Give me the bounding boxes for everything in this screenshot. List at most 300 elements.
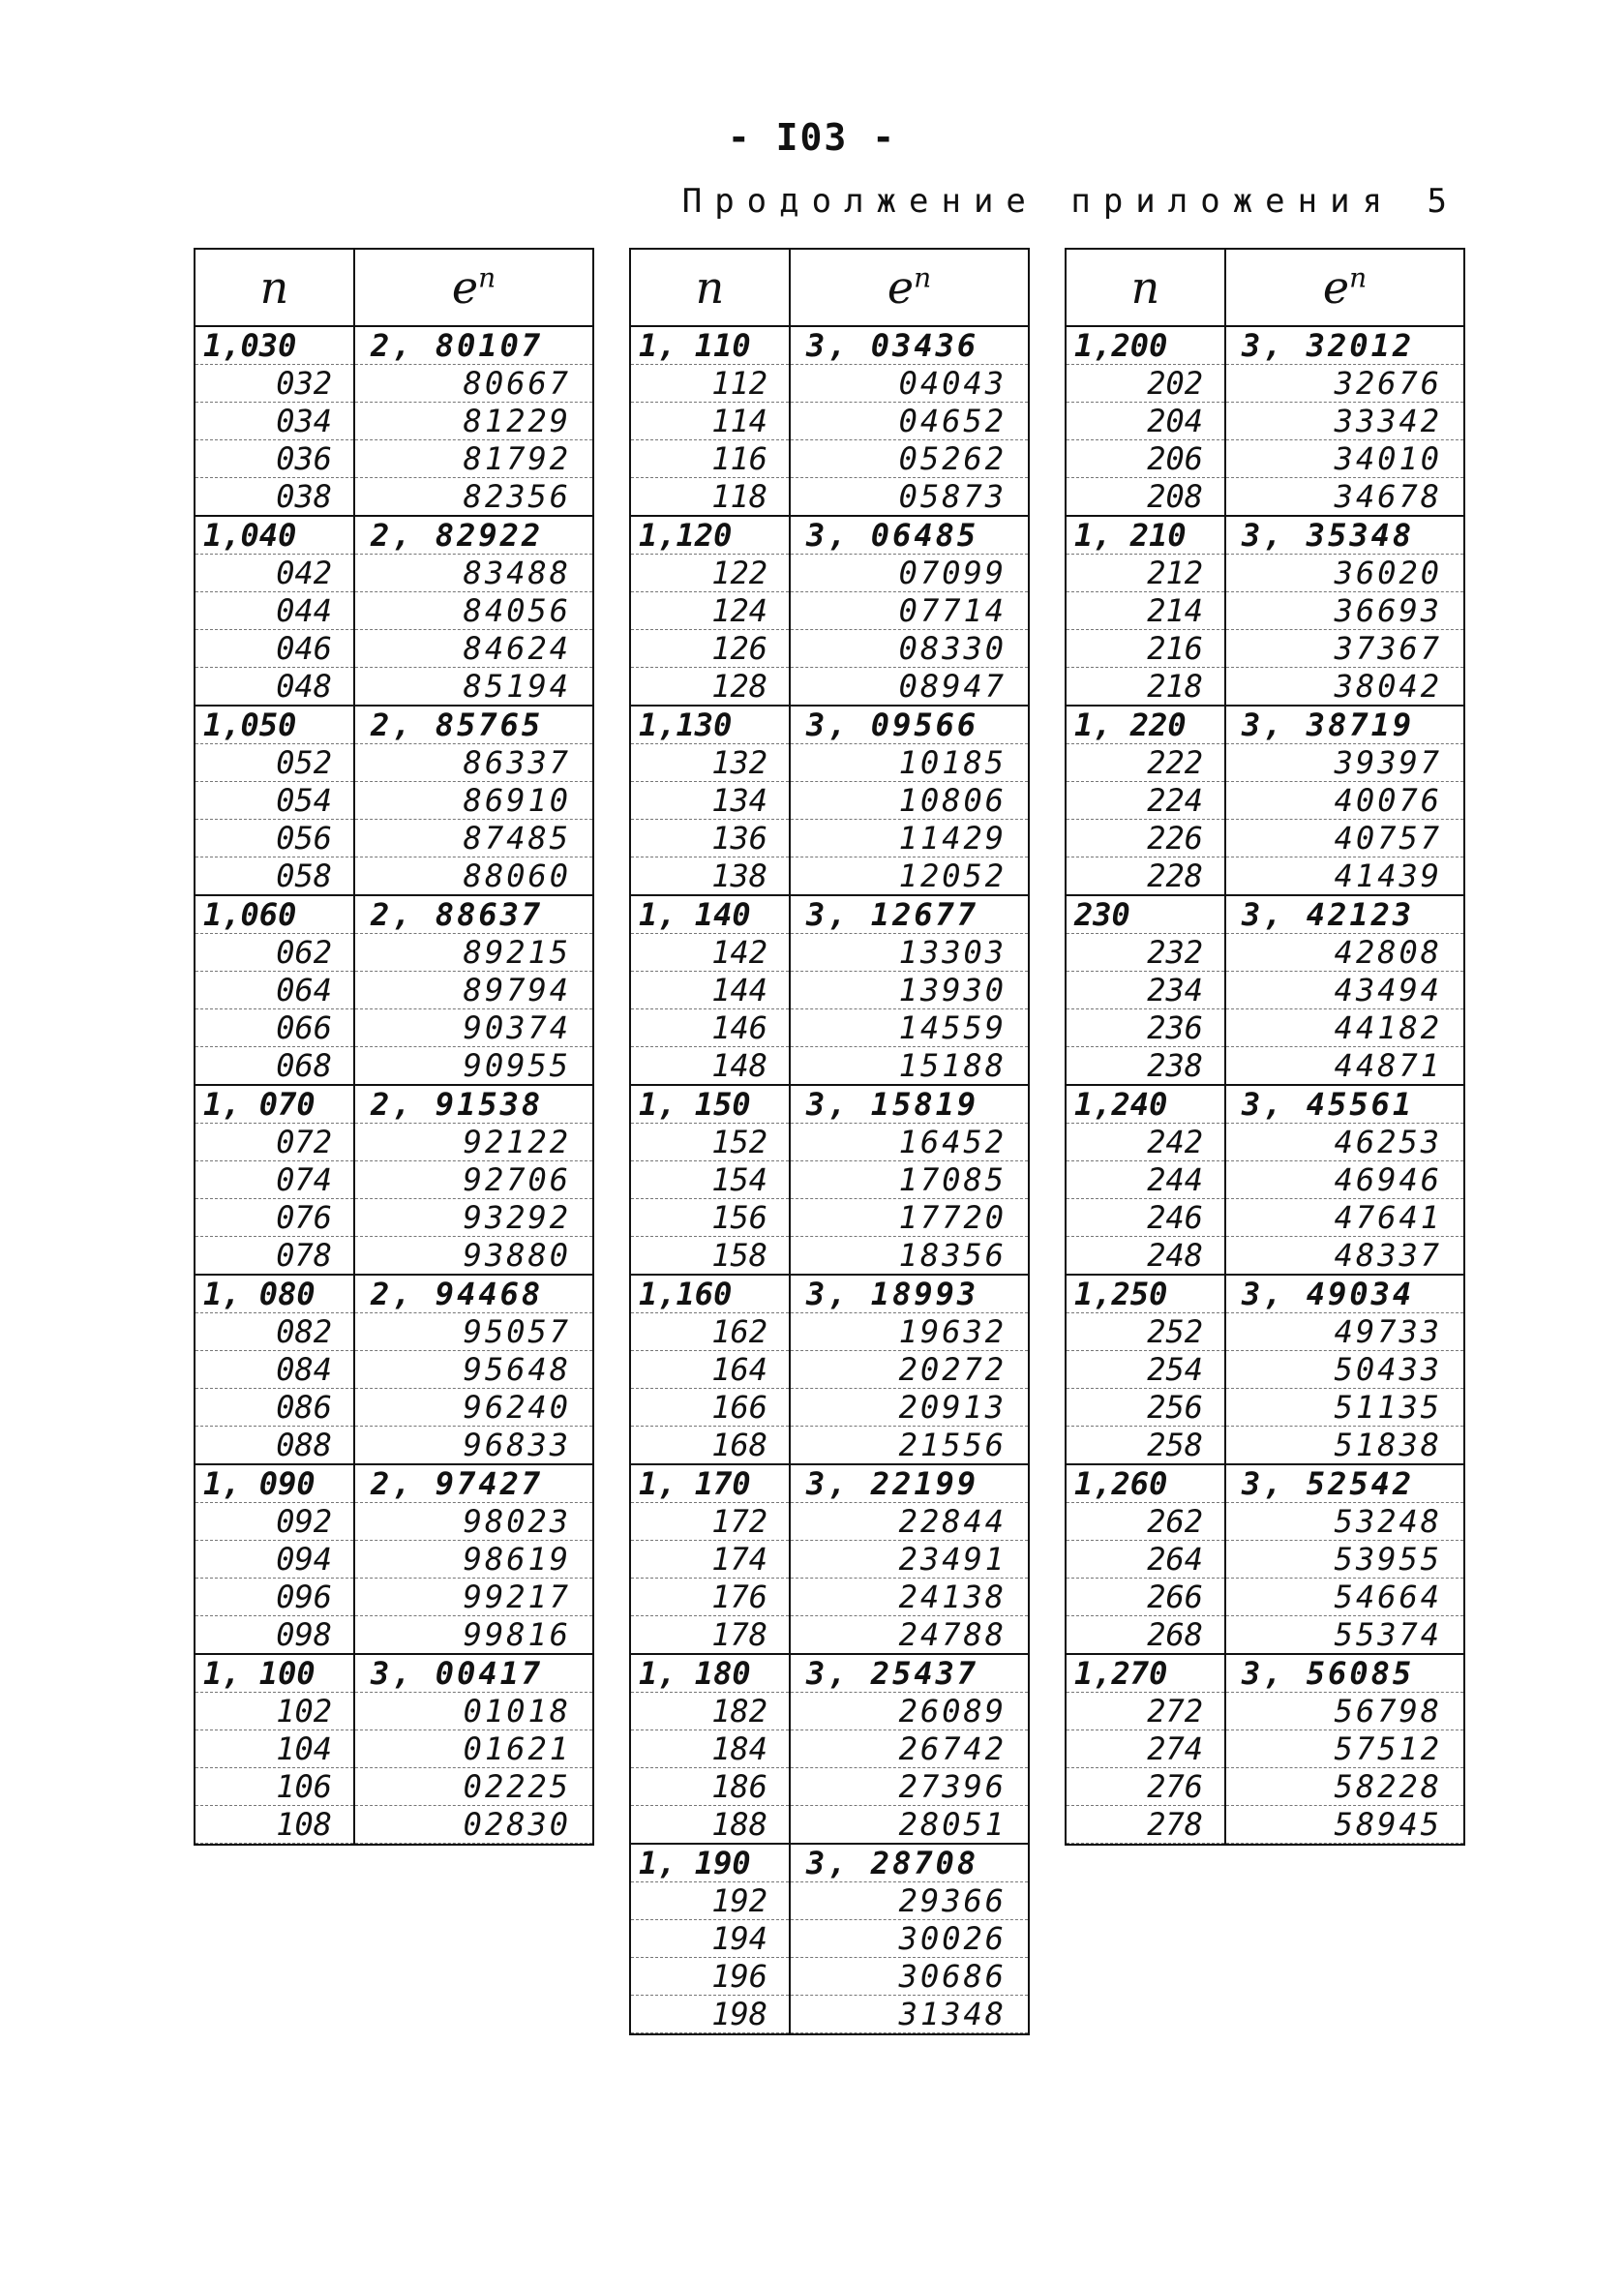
cell-e-power-n: 05262	[790, 440, 1028, 478]
cell-n: 276	[1067, 1768, 1225, 1806]
cell-n: 058	[195, 857, 354, 896]
cell-n: 178	[631, 1616, 790, 1655]
table-row	[631, 1389, 1028, 1427]
table-row	[1067, 592, 1463, 630]
cell-n: 132	[631, 744, 790, 782]
table-row	[631, 1085, 1028, 1124]
table-row	[195, 326, 592, 365]
cell-n: 1, 180	[631, 1654, 790, 1693]
cell-e-power-n: 92122	[354, 1124, 592, 1161]
cell-e-power-n: 12052	[790, 857, 1028, 896]
table-row	[195, 592, 592, 630]
table-row	[631, 1616, 1028, 1655]
cell-e-power-n: 36693	[1225, 592, 1463, 630]
cell-n: 196	[631, 1958, 790, 1996]
cell-n: 176	[631, 1579, 790, 1616]
cell-e-power-n: 20913	[790, 1389, 1028, 1427]
cell-e-power-n: 28051	[790, 1806, 1028, 1845]
cell-e-power-n: 17085	[790, 1161, 1028, 1199]
cell-e-power-n: 02830	[354, 1806, 592, 1844]
header-n: n	[195, 250, 354, 326]
cell-n: 036	[195, 440, 354, 478]
cell-n: 1, 140	[631, 895, 790, 934]
cell-n: 138	[631, 857, 790, 896]
table-row	[195, 1085, 592, 1124]
table-row	[631, 1693, 1028, 1730]
cell-n: 126	[631, 630, 790, 668]
table-row	[195, 1275, 592, 1313]
cell-e-power-n: 3, 35348	[1225, 516, 1463, 555]
cell-e-power-n: 14559	[790, 1009, 1028, 1047]
table-row	[1067, 516, 1463, 555]
cell-e-power-n: 98619	[354, 1541, 592, 1579]
table-row	[195, 820, 592, 857]
cell-n: 172	[631, 1503, 790, 1541]
cell-e-power-n: 3, 28708	[790, 1844, 1028, 1882]
cell-n: 274	[1067, 1730, 1225, 1768]
cell-e-power-n: 30026	[790, 1920, 1028, 1958]
cell-n: 078	[195, 1237, 354, 1276]
cell-n: 198	[631, 1996, 790, 2033]
cell-e-power-n: 54664	[1225, 1579, 1463, 1616]
table-row	[631, 326, 1028, 365]
cell-e-power-n: 16452	[790, 1124, 1028, 1161]
cell-n: 188	[631, 1806, 790, 1845]
cell-e-power-n: 46253	[1225, 1124, 1463, 1161]
header-e-power-n	[354, 250, 592, 326]
values-table	[1067, 250, 1463, 1844]
cell-e-power-n: 24788	[790, 1616, 1028, 1655]
cell-n: 162	[631, 1313, 790, 1351]
cell-n: 202	[1067, 365, 1225, 403]
cell-n: 144	[631, 972, 790, 1009]
table-row	[631, 857, 1028, 896]
cell-e-power-n: 81792	[354, 440, 592, 478]
table-row	[631, 1124, 1028, 1161]
cell-n: 184	[631, 1730, 790, 1768]
table-row	[631, 1047, 1028, 1086]
cell-e-power-n: 47641	[1225, 1199, 1463, 1237]
table-row	[195, 630, 592, 668]
cell-n: 1,130	[631, 706, 790, 744]
table-row	[1067, 1351, 1463, 1389]
cell-n: 116	[631, 440, 790, 478]
table-row	[195, 1464, 592, 1503]
table-row	[1067, 1199, 1463, 1237]
table-row	[631, 972, 1028, 1009]
cell-n: 236	[1067, 1009, 1225, 1047]
cell-e-power-n: 3, 18993	[790, 1275, 1028, 1313]
cell-n: 1,030	[195, 326, 354, 365]
cell-e-power-n: 95057	[354, 1313, 592, 1351]
cell-e-power-n: 42808	[1225, 934, 1463, 972]
cell-e-power-n: 81229	[354, 403, 592, 440]
cell-n: 088	[195, 1427, 354, 1465]
table-row	[1067, 630, 1463, 668]
cell-n: 052	[195, 744, 354, 782]
cell-e-power-n: 44871	[1225, 1047, 1463, 1086]
cell-n: 226	[1067, 820, 1225, 857]
header-e-base: e	[887, 261, 915, 314]
cell-n: 208	[1067, 478, 1225, 517]
cell-n: 042	[195, 555, 354, 592]
cell-e-power-n: 2, 97427	[354, 1464, 592, 1503]
table-row	[195, 1503, 592, 1541]
cell-e-power-n: 99816	[354, 1616, 592, 1655]
table-row	[195, 1389, 592, 1427]
table-row	[195, 1351, 592, 1389]
table-row	[195, 1693, 592, 1730]
table-row	[631, 668, 1028, 707]
table-row	[195, 972, 592, 1009]
values-table	[631, 250, 1028, 2033]
cell-e-power-n: 2, 80107	[354, 326, 592, 365]
cell-n: 034	[195, 403, 354, 440]
table-row	[631, 1654, 1028, 1693]
table-row	[1067, 440, 1463, 478]
cell-n: 256	[1067, 1389, 1225, 1427]
cell-e-power-n: 43494	[1225, 972, 1463, 1009]
cell-n: 194	[631, 1920, 790, 1958]
cell-n: 048	[195, 668, 354, 707]
cell-e-power-n: 11429	[790, 820, 1028, 857]
cell-n: 064	[195, 972, 354, 1009]
cell-e-power-n: 30686	[790, 1958, 1028, 1996]
cell-e-power-n: 04652	[790, 403, 1028, 440]
cell-e-power-n: 3, 42123	[1225, 895, 1463, 934]
cell-e-power-n: 89794	[354, 972, 592, 1009]
table-row	[631, 1730, 1028, 1768]
table-row	[631, 1541, 1028, 1579]
table-row	[1067, 1654, 1463, 1693]
table-row	[631, 1313, 1028, 1351]
table-row	[631, 365, 1028, 403]
table-row	[1067, 403, 1463, 440]
cell-e-power-n: 49733	[1225, 1313, 1463, 1351]
cell-e-power-n: 89215	[354, 934, 592, 972]
cell-e-power-n: 87485	[354, 820, 592, 857]
cell-n: 094	[195, 1541, 354, 1579]
cell-n: 128	[631, 668, 790, 707]
cell-e-power-n: 17720	[790, 1199, 1028, 1237]
cell-e-power-n: 98023	[354, 1503, 592, 1541]
table-row	[195, 555, 592, 592]
cell-e-power-n: 93880	[354, 1237, 592, 1276]
cell-n: 152	[631, 1124, 790, 1161]
table-row	[1067, 1503, 1463, 1541]
cell-n: 066	[195, 1009, 354, 1047]
header-e-exponent: n	[1349, 261, 1368, 294]
cell-n: 174	[631, 1541, 790, 1579]
cell-e-power-n: 2, 85765	[354, 706, 592, 744]
table-row	[1067, 1730, 1463, 1768]
table-row	[1067, 934, 1463, 972]
cell-n: 124	[631, 592, 790, 630]
cell-e-power-n: 22844	[790, 1503, 1028, 1541]
table-row	[1067, 1275, 1463, 1313]
cell-e-power-n: 3, 00417	[354, 1654, 592, 1693]
cell-e-power-n: 05873	[790, 478, 1028, 517]
cell-n: 1,250	[1067, 1275, 1225, 1313]
cell-e-power-n: 13303	[790, 934, 1028, 972]
cell-n: 154	[631, 1161, 790, 1199]
cell-n: 222	[1067, 744, 1225, 782]
table-row	[1067, 326, 1463, 365]
table-row	[631, 1579, 1028, 1616]
table-row	[631, 706, 1028, 744]
table-row	[1067, 820, 1463, 857]
cell-e-power-n: 33342	[1225, 403, 1463, 440]
cell-n: 072	[195, 1124, 354, 1161]
cell-e-power-n: 84056	[354, 592, 592, 630]
cell-n: 224	[1067, 782, 1225, 820]
cell-e-power-n: 21556	[790, 1427, 1028, 1465]
table-row	[1067, 555, 1463, 592]
cell-n: 1, 150	[631, 1085, 790, 1124]
table-row	[1067, 1693, 1463, 1730]
table-row	[1067, 1237, 1463, 1276]
cell-e-power-n: 24138	[790, 1579, 1028, 1616]
cell-e-power-n: 40757	[1225, 820, 1463, 857]
table-row	[195, 744, 592, 782]
cell-n: 264	[1067, 1541, 1225, 1579]
table-row	[195, 1806, 592, 1844]
cell-n: 062	[195, 934, 354, 972]
cell-e-power-n: 95648	[354, 1351, 592, 1389]
table-row	[631, 934, 1028, 972]
cell-e-power-n: 3, 03436	[790, 326, 1028, 365]
cell-e-power-n: 3, 06485	[790, 516, 1028, 555]
cell-e-power-n: 38042	[1225, 668, 1463, 707]
cell-n: 164	[631, 1351, 790, 1389]
cell-n: 108	[195, 1806, 354, 1844]
table-row	[195, 706, 592, 744]
header-e-base: e	[1322, 261, 1350, 314]
table-row	[195, 365, 592, 403]
cell-n: 148	[631, 1047, 790, 1086]
page-number: - I03 -	[727, 116, 897, 159]
cell-n: 084	[195, 1351, 354, 1389]
cell-e-power-n: 2, 94468	[354, 1275, 592, 1313]
cell-e-power-n: 2, 82922	[354, 516, 592, 555]
cell-n: 1, 170	[631, 1464, 790, 1503]
cell-e-power-n: 23491	[790, 1541, 1028, 1579]
table-row	[1067, 782, 1463, 820]
cell-e-power-n: 10185	[790, 744, 1028, 782]
cell-e-power-n: 3, 15819	[790, 1085, 1028, 1124]
cell-e-power-n: 02225	[354, 1768, 592, 1806]
cell-e-power-n: 86337	[354, 744, 592, 782]
cell-e-power-n: 58228	[1225, 1768, 1463, 1806]
cell-e-power-n: 08330	[790, 630, 1028, 668]
cell-n: 092	[195, 1503, 354, 1541]
cell-e-power-n: 3, 49034	[1225, 1275, 1463, 1313]
table-row	[195, 440, 592, 478]
cell-n: 216	[1067, 630, 1225, 668]
cell-n: 106	[195, 1768, 354, 1806]
cell-n: 258	[1067, 1427, 1225, 1465]
table-row	[631, 440, 1028, 478]
table-row	[631, 820, 1028, 857]
cell-e-power-n: 92706	[354, 1161, 592, 1199]
cell-e-power-n: 07099	[790, 555, 1028, 592]
cell-e-power-n: 51135	[1225, 1389, 1463, 1427]
header-n: n	[1067, 250, 1225, 326]
cell-e-power-n: 3, 45561	[1225, 1085, 1463, 1124]
cell-n: 166	[631, 1389, 790, 1427]
cell-e-power-n: 08947	[790, 668, 1028, 707]
table-row	[195, 1047, 592, 1086]
table-column-2	[629, 248, 1030, 2035]
cell-e-power-n: 90374	[354, 1009, 592, 1047]
cell-e-power-n: 85194	[354, 668, 592, 707]
cell-e-power-n: 3, 25437	[790, 1654, 1028, 1693]
cell-n: 102	[195, 1693, 354, 1730]
cell-n: 192	[631, 1882, 790, 1920]
cell-n: 054	[195, 782, 354, 820]
table-row	[1067, 972, 1463, 1009]
table-column-3	[1065, 248, 1465, 1846]
values-table	[195, 250, 592, 1844]
table-row	[195, 1427, 592, 1465]
cell-n: 068	[195, 1047, 354, 1086]
cell-e-power-n: 15188	[790, 1047, 1028, 1086]
page-subtitle: Продолжение приложения 5	[681, 182, 1459, 221]
table-row	[195, 1768, 592, 1806]
table-row	[631, 895, 1028, 934]
cell-e-power-n: 90955	[354, 1047, 592, 1086]
table-row	[195, 1124, 592, 1161]
table-row	[1067, 1161, 1463, 1199]
table-row	[1067, 478, 1463, 517]
cell-n: 230	[1067, 895, 1225, 934]
cell-e-power-n: 3, 56085	[1225, 1654, 1463, 1693]
table-row	[631, 1768, 1028, 1806]
table-row	[1067, 668, 1463, 707]
cell-e-power-n: 31348	[790, 1996, 1028, 2033]
cell-e-power-n: 80667	[354, 365, 592, 403]
table-row	[1067, 1768, 1463, 1806]
cell-e-power-n: 2, 88637	[354, 895, 592, 934]
table-row	[1067, 1009, 1463, 1047]
table-row	[195, 1199, 592, 1237]
cell-n: 254	[1067, 1351, 1225, 1389]
cell-e-power-n: 41439	[1225, 857, 1463, 896]
cell-e-power-n: 26742	[790, 1730, 1028, 1768]
cell-n: 232	[1067, 934, 1225, 972]
cell-e-power-n: 29366	[790, 1882, 1028, 1920]
cell-e-power-n: 58945	[1225, 1806, 1463, 1844]
cell-e-power-n: 01018	[354, 1693, 592, 1730]
cell-e-power-n: 04043	[790, 365, 1028, 403]
cell-n: 134	[631, 782, 790, 820]
table-row	[631, 1351, 1028, 1389]
cell-e-power-n: 83488	[354, 555, 592, 592]
table-row	[1067, 1313, 1463, 1351]
table-row	[195, 516, 592, 555]
table-row	[195, 1161, 592, 1199]
cell-n: 266	[1067, 1579, 1225, 1616]
table-row	[1067, 1047, 1463, 1086]
cell-e-power-n: 88060	[354, 857, 592, 896]
cell-n: 076	[195, 1199, 354, 1237]
cell-e-power-n: 19632	[790, 1313, 1028, 1351]
cell-e-power-n: 50433	[1225, 1351, 1463, 1389]
cell-n: 246	[1067, 1199, 1225, 1237]
table-row	[195, 1654, 592, 1693]
cell-n: 1,060	[195, 895, 354, 934]
table-row	[1067, 1124, 1463, 1161]
cell-n: 056	[195, 820, 354, 857]
table-row	[631, 1199, 1028, 1237]
table-row	[195, 1313, 592, 1351]
cell-e-power-n: 53955	[1225, 1541, 1463, 1579]
cell-n: 262	[1067, 1503, 1225, 1541]
table-row	[1067, 895, 1463, 934]
cell-e-power-n: 37367	[1225, 630, 1463, 668]
cell-n: 252	[1067, 1313, 1225, 1351]
cell-e-power-n: 99217	[354, 1579, 592, 1616]
table-row	[1067, 1541, 1463, 1579]
cell-n: 242	[1067, 1124, 1225, 1161]
header-e-exponent: n	[478, 261, 496, 294]
cell-n: 1, 110	[631, 326, 790, 365]
cell-e-power-n: 2, 91538	[354, 1085, 592, 1124]
table-row	[195, 782, 592, 820]
table-row	[1067, 857, 1463, 896]
cell-n: 038	[195, 478, 354, 517]
cell-n: 118	[631, 478, 790, 517]
table-row	[631, 1844, 1028, 1882]
cell-n: 206	[1067, 440, 1225, 478]
cell-e-power-n: 55374	[1225, 1616, 1463, 1655]
cell-n: 114	[631, 403, 790, 440]
cell-n: 074	[195, 1161, 354, 1199]
cell-n: 142	[631, 934, 790, 972]
cell-n: 1,160	[631, 1275, 790, 1313]
table-row	[195, 857, 592, 896]
table-column-1	[194, 248, 594, 1846]
cell-n: 182	[631, 1693, 790, 1730]
cell-n: 044	[195, 592, 354, 630]
cell-e-power-n: 34010	[1225, 440, 1463, 478]
table-row	[631, 1237, 1028, 1276]
table-row	[195, 1730, 592, 1768]
cell-n: 136	[631, 820, 790, 857]
cell-e-power-n: 48337	[1225, 1237, 1463, 1276]
cell-n: 122	[631, 555, 790, 592]
cell-e-power-n: 39397	[1225, 744, 1463, 782]
cell-e-power-n: 07714	[790, 592, 1028, 630]
table-row	[631, 1161, 1028, 1199]
table-row	[631, 744, 1028, 782]
table-row	[631, 516, 1028, 555]
table-row	[631, 782, 1028, 820]
table-row	[1067, 1464, 1463, 1503]
cell-e-power-n: 93292	[354, 1199, 592, 1237]
table-row	[631, 1806, 1028, 1845]
cell-n: 1, 080	[195, 1275, 354, 1313]
header-e-base: e	[451, 261, 479, 314]
cell-e-power-n: 36020	[1225, 555, 1463, 592]
cell-n: 096	[195, 1579, 354, 1616]
cell-n: 1, 070	[195, 1085, 354, 1124]
cell-n: 146	[631, 1009, 790, 1047]
cell-e-power-n: 56798	[1225, 1693, 1463, 1730]
table-row	[1067, 1806, 1463, 1844]
table-row	[631, 1464, 1028, 1503]
table-row	[1067, 744, 1463, 782]
